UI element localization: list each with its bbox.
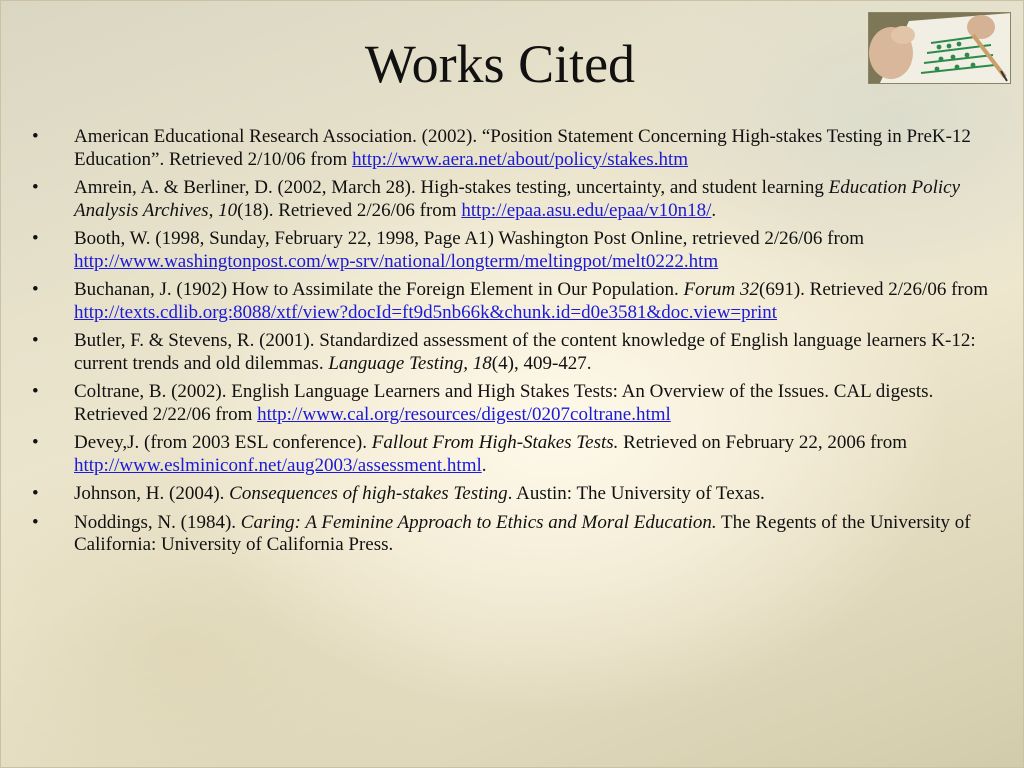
answer-sheet-photo-icon: [868, 12, 1011, 84]
reference-text: Retrieved on February 22, 2006 from: [618, 432, 908, 453]
bullet-icon: •: [32, 483, 39, 504]
bullet-icon: •: [32, 279, 39, 300]
reference-text: . Austin: The University of Texas.: [507, 483, 765, 504]
reference-text: .: [711, 199, 717, 221]
reference-journal: Language Testing, 18: [328, 352, 492, 374]
reference-link[interactable]: http://www.washingtonpost.com/wp-srv/national/longterm/meltingpot/melt0222.htm: [74, 250, 719, 272]
reference-title: Caring: A Feminine Approach to Ethics and Moral Education.: [240, 511, 717, 533]
reference-text: Johnson, H. (2004).: [74, 483, 230, 504]
reference-title: Fallout From High-Stakes Tests.: [371, 432, 619, 453]
reference-text: Booth, W. (1998, Sunday, February 22, 1998, Page A1) Washington Post Online, retrieved 2/26/06 from: [74, 228, 865, 249]
bullet-icon: •: [32, 511, 39, 533]
list-item: [32, 381, 992, 426]
list-item: [32, 483, 992, 506]
reference-text: Noddings, N. (1984).: [74, 511, 241, 533]
reference-title: Consequences of high-stakes Testing: [229, 483, 508, 504]
reference-text: Devey,J. (from 2003 ESL conference).: [74, 432, 372, 453]
reference-link[interactable]: http://www.eslminiconf.net/aug2003/assessment.html: [74, 454, 482, 476]
reference-link[interactable]: http://www.cal.org/resources/digest/0207coltrane.html: [257, 403, 671, 425]
list-item: [32, 177, 992, 222]
reference-text: (18). Retrieved 2/26/06 from: [237, 199, 462, 221]
reference-text: American Educational Research Association. (2002). “Position Statement Concerning High-stakes Testing in PreK-12 Education”. Retrieved 2/10/06 from: [74, 126, 971, 170]
reference-text: ,: [208, 199, 219, 221]
bullet-icon: •: [32, 228, 39, 249]
reference-link[interactable]: http://epaa.asu.edu/epaa/v10n18/: [461, 199, 712, 221]
reference-link[interactable]: http://texts.cdlib.org:8088/xtf/view?docId=ft9d5nb66k&chunk.id=d0e3581&doc.view=print: [74, 301, 778, 323]
reference-text: Butler, F. & Stevens, R. (2001). Standardized assessment of the content knowledge of English language learners K-12: current trends and old dilemmas.: [74, 330, 976, 374]
reference-text: (4), 409-427.: [491, 352, 592, 374]
reference-volume: 10: [218, 199, 238, 221]
reference-text: (691). Retrieved 2/26/06 from: [759, 279, 989, 300]
reference-text: Buchanan, J. (1902) How to Assimilate the Foreign Element in Our Population.: [74, 279, 684, 300]
bullet-icon: •: [32, 126, 39, 147]
list-item: [32, 279, 992, 324]
list-item: [32, 512, 992, 557]
bullet-icon: •: [32, 381, 39, 402]
bullet-icon: •: [32, 330, 39, 351]
reference-text: Amrein, A. & Berliner, D. (2002, March 28). High-stakes testing, uncertainty, and student learning: [74, 177, 829, 198]
list-item: [32, 432, 992, 477]
reference-text: The Regents of the University of California: University of California Press.: [74, 511, 971, 555]
bullet-icon: •: [32, 432, 39, 453]
reference-journal: Forum 32: [683, 279, 759, 300]
reference-link[interactable]: http://www.aera.net/about/policy/stakes.htm: [352, 148, 689, 170]
reference-text: .: [481, 454, 487, 476]
page-title: Works Cited: [364, 34, 636, 94]
list-item: [32, 330, 992, 375]
reference-text: Coltrane, B. (2002). English Language Learners and High Stakes Tests: An Overview of the Issues. CAL digests. Retrieved 2/22/06 from: [74, 381, 934, 425]
list-item: [32, 126, 992, 171]
reference-journal: Education Policy Analysis Archives: [74, 177, 961, 221]
list-item: [32, 228, 992, 273]
works-cited-list: [32, 126, 992, 563]
bullet-icon: •: [32, 177, 39, 198]
